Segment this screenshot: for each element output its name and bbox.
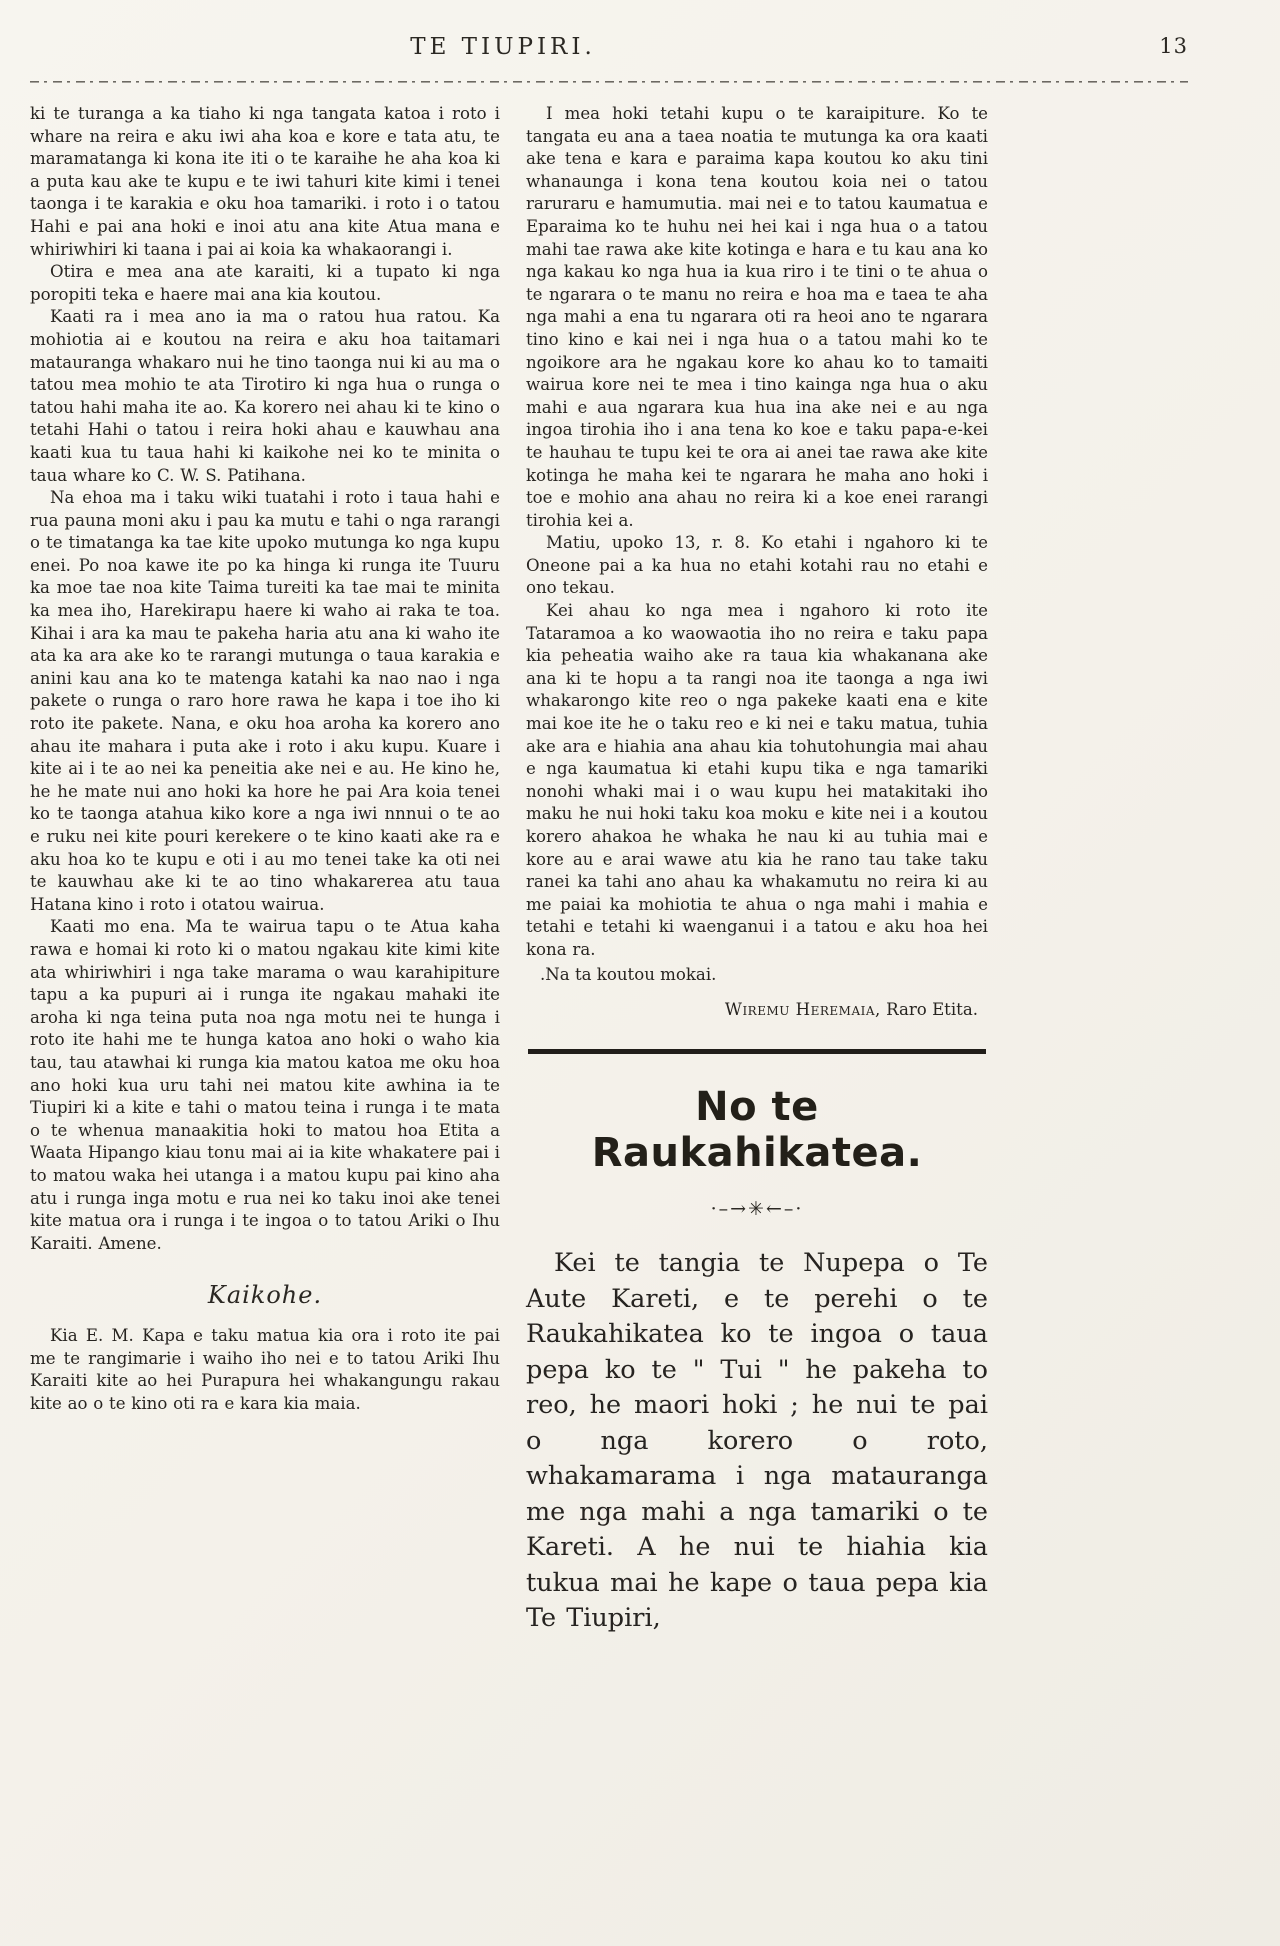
paragraph-left-4: Na ehoa ma i taku wiki tuatahi i roto i taua hahi e rua pauna moni aku i pau ka mutu e tahi o nga rarangi o te timatanga ka tae kite upoko mutunga ko nga kupu enei. Po noa kawe ite po ka hinga ki runga ite Tuuru ka moe tae noa kite Taima tureiti ka tae mai te minita ka mea iho, Harekirapu haere ki waho ai raka te toa. Kihai i ara ka mau te pakeha haria atu ana ki waho ite ata ka ara ake ko te rarangi mutunga o taua karakia e anini kau ana ko te matenga katahi ka nao nao i nga pakete o runga o raro hore rawa he kapa i toe iho ki roto ite pakete. Nana, e oku hoa aroha ka korero ano ahau ite mahara i puta ake i roto i aku kupu. Kuare i kite ai i te ao nei ka peneitia ake nei e au. He kino he, he he mate nui ano hoki ka hore he pai Ara koia tenei ko te taonga atahua kiko kore a nga iwi nnnui o te ao e ruku nei kite pouri kerekere o te kino kaati ake ra e aku hoa ko te kupu e oti i au mo tenei take ka oti nei te kauwhau ake ki te ao tino whakarerea atu taua Hatana kino i roto i otatou wairua.	[30, 488, 500, 914]
signature-line	[526, 1000, 978, 1019]
article-title: No te Raukahikatea.	[591, 1084, 923, 1177]
paragraph-left-2: Otira e mea ana ate karaiti, ki a tupato ki nga poropiti teka e haere mai ana kia koutou.	[30, 262, 500, 304]
right-column	[526, 103, 988, 1637]
signature-name: Wiremu Heremaia,	[724, 1000, 881, 1020]
masthead	[30, 34, 1188, 78]
section-divider-rule	[528, 1049, 986, 1054]
paragraph-kaikohe: Kia E. M. Kapa e taku matua kia ora i roto ite pai me te rangimarie i waiho iho nei e to tatou Ariki Ihu Karaiti kite ao hei Purapura hei whakangungu rakau kite ao o te kino oti ra e kara kia maia.	[30, 1326, 500, 1414]
left-column	[30, 103, 500, 1416]
article-body: Kei te tangia te Nupepa o Te Aute Kareti, e te perehi o te Raukahikatea ko te ingoa o taua pepa ko te " Tui " he pakeha to reo, he maori hoki ; he nui te pai o nga korero o roto, whakamarama i nga matauranga me nga mahi a nga tamariki o te Kareti. A he nui te hiahia kia tukua mai he kape o taua pepa kia Te Tiupiri,	[526, 1248, 988, 1634]
paragraph-left-1: ki te turanga a ka tiaho ki nga tangata katoa i roto i whare na reira e aku iwi aha koa e kore e tata atu, te maramatanga ki kona ite iti o te karaihe he aha koa ki a puta kau ake te kupu e te iwi tahuri kite kimi i tenei taonga i te karakia e oku hoa tamariki. i roto i o tatou Hahi e pai ana hoki e inoi atu ana kite Atua mana e whiriwhiri ki taana i pai ai koia ka whakaorangi i.	[30, 104, 500, 259]
closing-line: .Na ta koutou mokai.	[540, 964, 717, 984]
page-number: 13	[1159, 34, 1188, 58]
paragraph-right-1: I mea hoki tetahi kupu o te karaipiture. Ko te tangata eu ana a taea noatia te mutunga ka ora kaati ake tena e kara e paraima kapa koutou ko aku tini whanaunga i kona tena koutou koia nei o tatou raruraru e hamumutia. mai nei e to tatou kaumatua e Eparaima ko te huhu nei hei kai i nga hua o a tatou mahi tae rawa ake kite kotinga e hara e tu kau ana ko nga kakau ko nga hua ia kua riro i te tini o te ahua o te ngarara o te manu no reira e hoa ma e taea te aha nga mahi a ena tu ngarara oti ra heoi ano te ngarara tino kino e kai nei i nga hua o a tatou mahi ko te ngoikore ara he ngakau kore ko ahau ko to tamaiti wairua kore nei te mea i tino kainga nga hua o aku mahi e aua ngarara kua hua ina ake nei e au nga ingoa tirohia iho i ana tena ko koe e taku papa-e-kei te hauhau te tupu kei te ora ai anei tae rawa ake kite kotinga he maha kei te ngarara he maha ano hoki i toe e mohio ana ahau no reira ki a koe enei rarangi tirohia kei a.	[526, 104, 988, 530]
paragraph-right-3: Kei ahau ko nga mea i ngahoro ki roto ite Tataramoa a ko waowaotia iho no reira e taku papa kia peheatia waiho ake ra taua kia whakanana ake ana ki te hopu a ta rangi noa ite taonga a nga iwi whakarongo kite reo o nga pakeke kaati ena e kite mai koe ite he o taku reo e ki nei e taku matua, tuhia ake ara e hiahia ana ahau kia tohutohungia mai ahau e nga kaumatua ki etahi kupu tika e nga tamariki nonohi whaki mai i o wau kupu hei matakitaki iho maku he nui hoki taku koa moku e kite nei i a koutou korero ahakoa he whaka he nau ki au tuhia mai e kore au e arai wawe atu kia he rano tau take taku ranei ka tahi ano ahau ka whakamutu no reira ki au me paiai ka mohiotia te ahua o nga mahi i mahia e tetahi e tetahi ki waenganui i a tatou e aku hoa hei kona ra.	[526, 601, 988, 959]
signature-title: Raro Etita.	[880, 1000, 978, 1020]
paragraph-left-3: Kaati ra i mea ano ia ma o ratou hua ratou. Ka mohiotia ai e koutou na reira e aku hoa taitamari matauranga whakaro nui he tino taonga nui ki au ma o tatou mea mohio te ata Tirotiro ki nga hua o runga o tatou hahi maha ite ao. Ka korero nei ahau ki te kino o tetahi Hahi o tatou i reira hoki ahau e kauwhau ana kaati kua tu taua hahi ki kaikohe nei ko te minita o taua whare ko C. W. S. Patihana.	[30, 307, 500, 485]
paragraph-left-5: Kaati mo ena. Ma te wairua tapu o te Atua kaha rawa e homai ki roto ki o matou ngakau kite kimi kite ata whiriwhiri i nga take marama o wau karahipiture tapu a ka pupuri ai i runga ite ngakau mahaki ite aroha ki nga teina puta noa nga motu nei te hunga i roto ite hahi me te hunga katoa ano hoki o waho kia tau, tau atawhai ki runga kia matou katoa me oku hoa ano hoki kua uru tahi nei matou kite awhina ia te Tiupiri ki a kite e tahi o matou teina i runga i te mata o te whenua manaakitia hoki to matou hoa Etita a Waata Hipango kiau tonu mai ai ia kite whakatere pai i to matou waka hei utanga i a matou kupu pai kino aha atu i runga inga motu e rua nei ko taku inoi ake tenei kite matua ora i runga i te ingoa o to tatou Ariki o Ihu Karaiti. Amene.	[30, 917, 500, 1253]
printer-ornament: ·–→✳←–·	[710, 1198, 804, 1221]
section-heading-kaikohe: Kaikohe.	[207, 1281, 323, 1310]
two-column-body	[30, 103, 1188, 1637]
page-title: TE TIUPIRI.	[410, 34, 596, 60]
paragraph-right-2: Matiu, upoko 13, r. 8. Ko etahi i ngahoro ki te Oneone pai a ka hua no etahi kotahi rau no etahi e ono tekau.	[526, 533, 988, 598]
header-rule	[30, 80, 1188, 83]
